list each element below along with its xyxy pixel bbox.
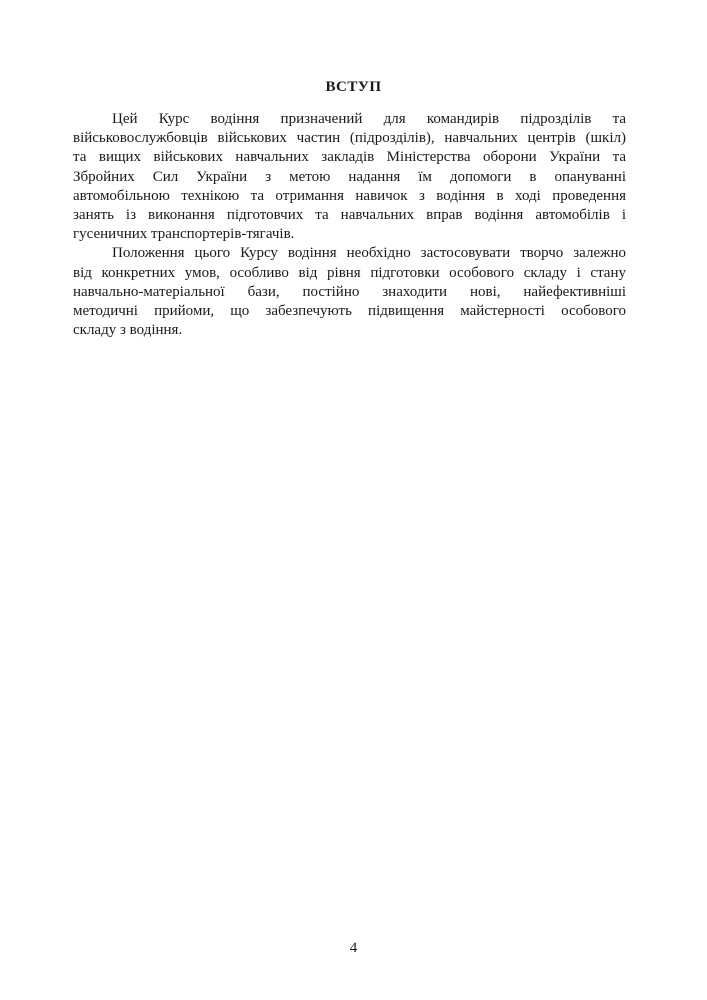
paragraph-1 — [73, 110, 626, 244]
page-number: 4 — [349, 940, 358, 956]
paragraph-2-line-2: від конкретних умов, особливо від рівня підготовки особового складу і стану — [73, 264, 626, 281]
section-title: ВСТУП — [325, 79, 382, 95]
paragraph-1-line-7: гусеничних транспортерів-тягачів. — [73, 226, 295, 243]
paragraph-2-line-1: Положення цього Курсу водіння необхідно застосовувати творчо залежно — [112, 245, 626, 262]
paragraph-2-line-3: навчально-матеріальної бази, постійно знаходити нові, найефективніші — [73, 283, 626, 300]
paragraph-2 — [73, 244, 626, 340]
paragraph-1-line-6: занять із виконання підготовчих та навчальних вправ водіння автомобілів і — [73, 207, 626, 224]
paragraph-2-line-5: складу з водіння. — [73, 322, 183, 339]
paragraph-1-line-1: Цей Курс водіння призначений для командирів підрозділів та — [112, 111, 626, 127]
paragraph-1-line-4: Збройних Сил України з метою надання їм допомоги в опануванні — [73, 168, 626, 185]
paragraph-1-line-2: військовослужбовців військових частин (підрозділів), навчальних центрів (шкіл) — [73, 130, 626, 147]
body-text — [73, 110, 626, 340]
paragraph-1-line-3: та вищих військових навчальних закладів Міністерства оборони України та — [73, 149, 626, 166]
paragraph-1-line-5: автомобільною технікою та отримання навичок з водіння в ході проведення — [73, 187, 626, 204]
paragraph-2-line-4: методичні прийоми, що забезпечують підвищення майстерності особового — [73, 303, 626, 320]
